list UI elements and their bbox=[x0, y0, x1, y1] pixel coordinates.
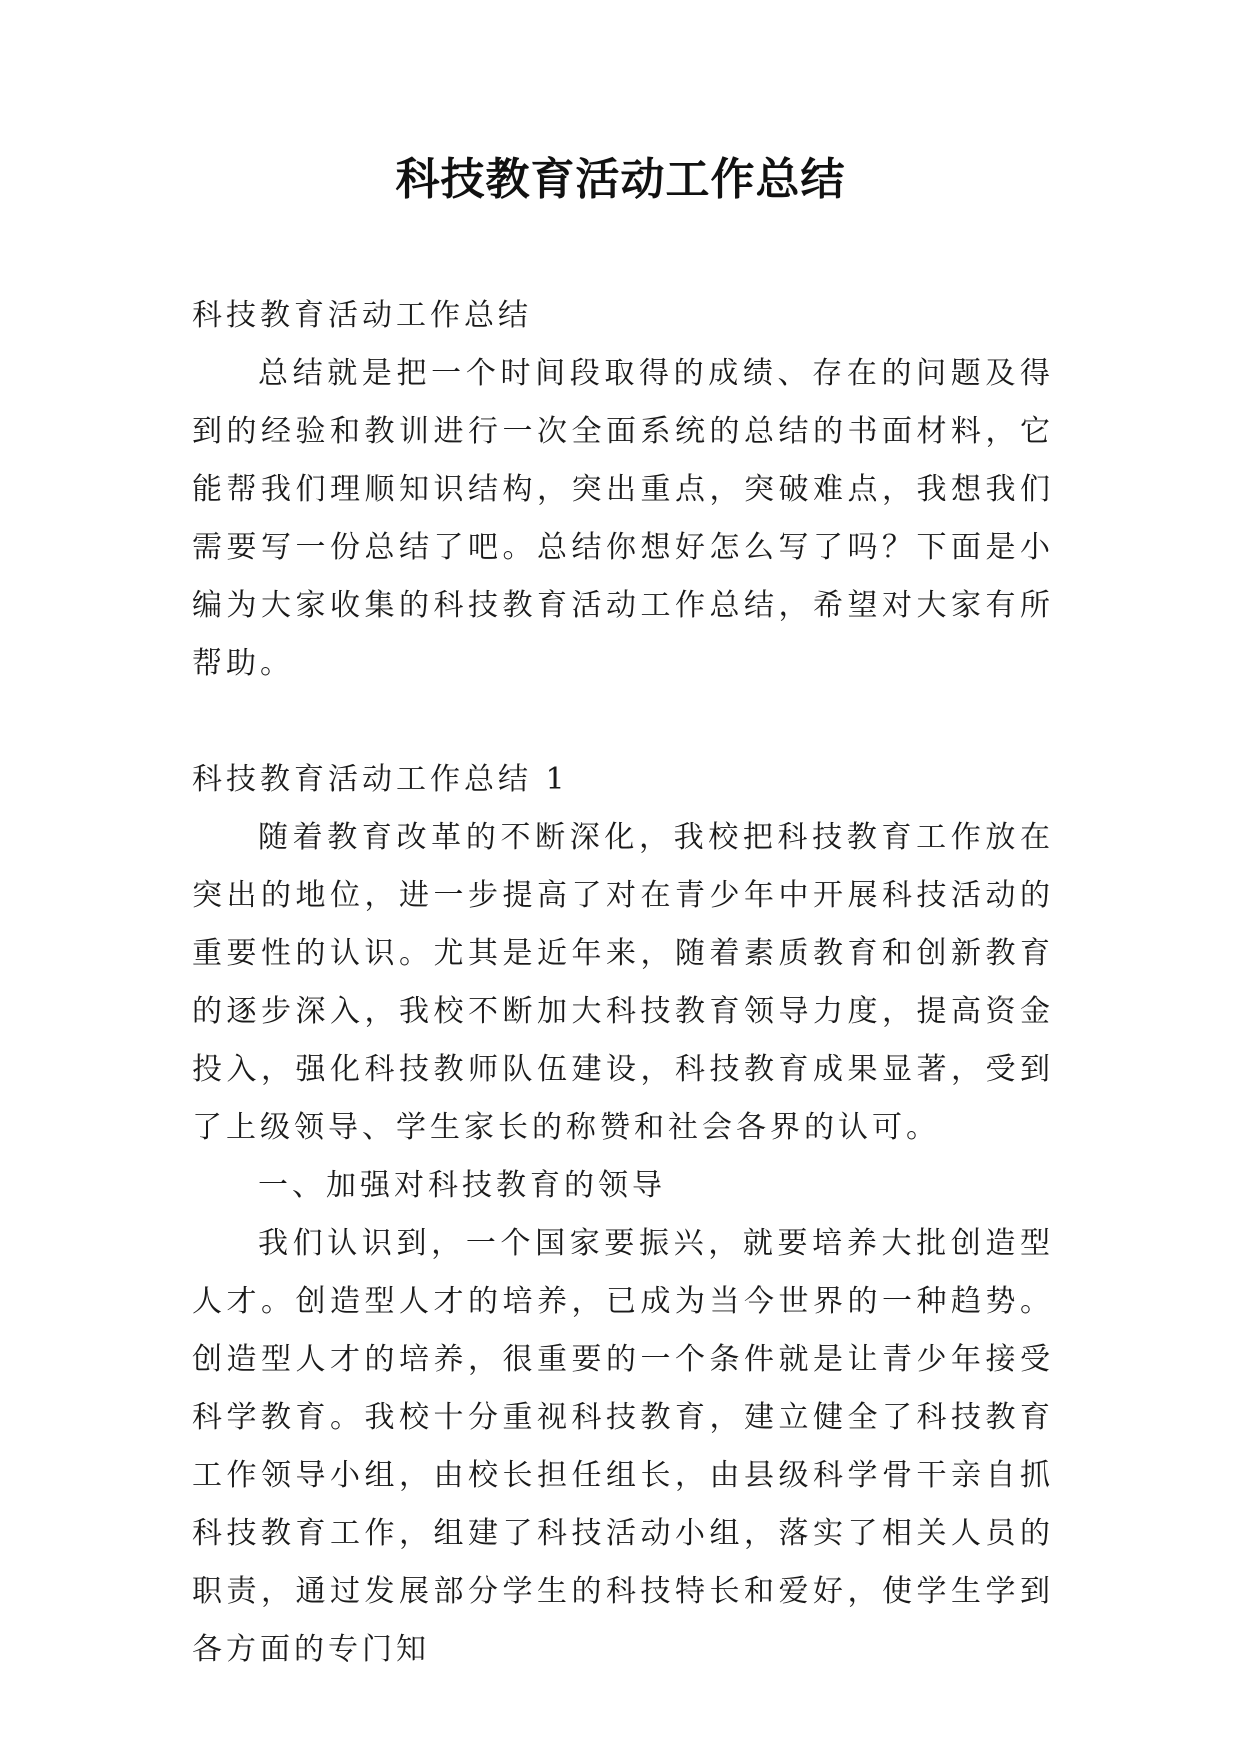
paragraph-spacer bbox=[192, 693, 1054, 751]
section1-paragraph-1: 随着教育改革的不断深化，我校把科技教育工作放在突出的地位，进一步提高了对在青少年中开展科技活动的重要性的认识。尤其是近年来，随着素质教育和创新教育的逐步深入，我校不断加大科技教育领导力度，提高资金投入，强化科技教师队伍建设，科技教育成果显著，受到了上级领导、学生家长的称赞和社会各界的认可。 bbox=[192, 820, 1054, 1145]
section1-paragraph-2: 我们认识到，一个国家要振兴，就要培养大批创造型人才。创造型人才的培养，已成为当今世界的一种趋势。创造型人才的培养，很重要的一个条件就是让青少年接受科学教育。我校十分重视科技教育，建立健全了科技教育工作领导小组，由校长担任组长，由县级科学骨干亲自抓科技教育工作，组建了科技活动小组，落实了相关人员的职责，通过发展部分学生的科技特长和爱好，使学生学到各方面的专门知 bbox=[192, 1226, 1054, 1667]
document-body bbox=[192, 287, 1054, 1679]
document-title: 科技教育活动工作总结 bbox=[395, 154, 846, 205]
section1-heading: 科技教育活动工作总结 1 bbox=[192, 762, 569, 797]
intro-paragraph: 总结就是把一个时间段取得的成绩、存在的问题及得到的经验和教训进行一次全面系统的总结的书面材料，它能帮我们理顺知识结构，突出重点，突破难点，我想我们需要写一份总结了吧。总结你想好怎么写了吗？下面是小编为大家收集的科技教育活动工作总结，希望对大家有所帮助。 bbox=[192, 356, 1054, 681]
intro-heading: 科技教育活动工作总结 bbox=[192, 298, 532, 333]
subheading-1: 一、加强对科技教育的领导 bbox=[258, 1168, 666, 1203]
